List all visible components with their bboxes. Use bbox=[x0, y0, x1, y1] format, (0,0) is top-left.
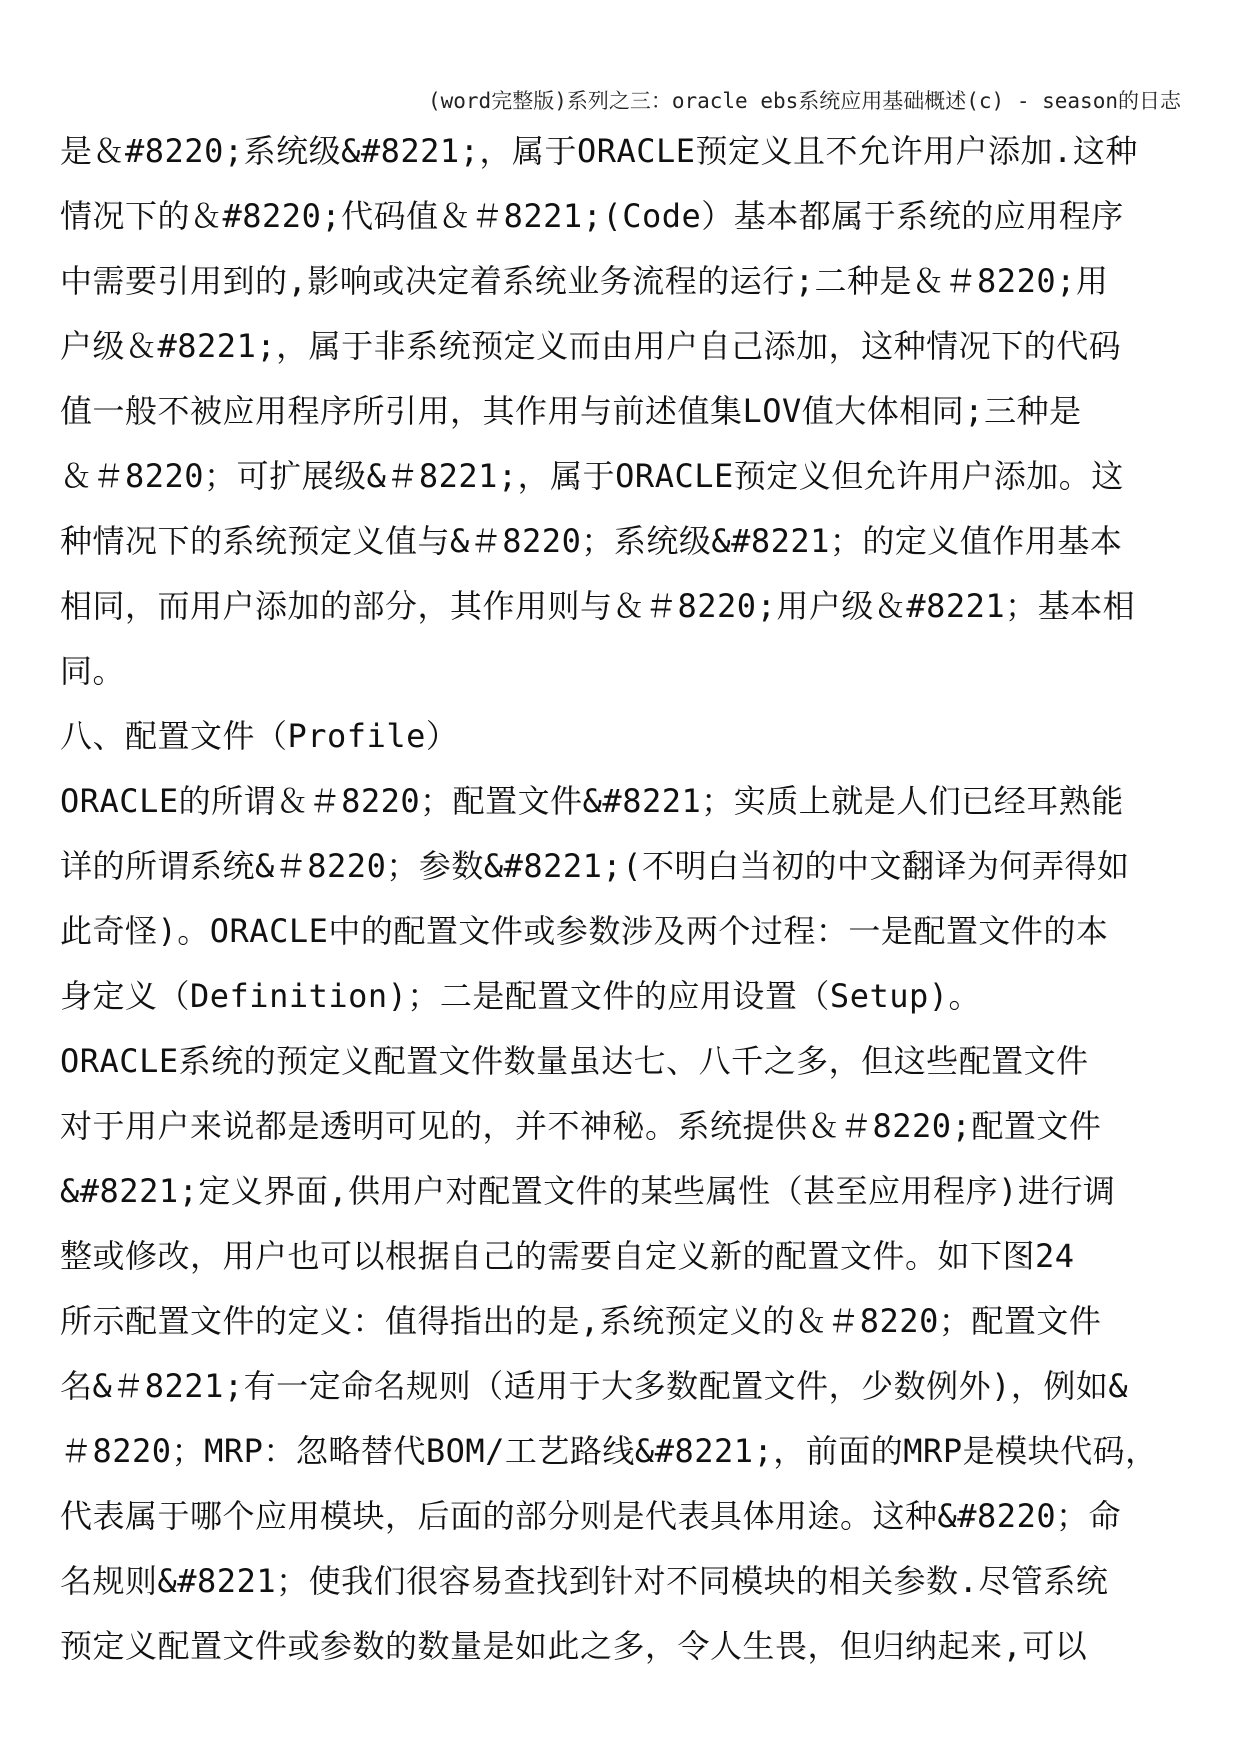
text-line: 值一般不被应用程序所引用，其作用与前述值集LOV值大体相同;三种是 bbox=[60, 392, 1082, 430]
text-line: 对于用户来说都是透明可见的，并不神秘。系统提供＆＃8220;配置文件 bbox=[60, 1107, 1102, 1145]
text-line: 名&＃8221;有一定命名规则（适用于大多数配置文件，少数例外)，例如& bbox=[60, 1367, 1129, 1405]
text-line: 种情况下的系统预定义值与&＃8220；系统级&#8221；的定义值作用基本 bbox=[60, 522, 1123, 560]
text-line: 是＆#8220;系统级&#8221;，属于ORACLE预定义且不允许用户添加.这种 bbox=[60, 132, 1138, 170]
text-line: 名规则&#8221；使我们很容易查找到针对不同模块的相关参数.尽管系统 bbox=[60, 1562, 1109, 1600]
text-line: 身定义（Definition)；二是配置文件的应用设置（Setup)。 bbox=[60, 977, 982, 1015]
body-text bbox=[60, 119, 1180, 1679]
text-line: 代表属于哪个应用模块，后面的部分则是代表具体用途。这种&#8220；命 bbox=[60, 1497, 1122, 1535]
running-header: (word完整版)系列之三：oracle ebs系统应用基础概述(c) - season的日志 bbox=[427, 89, 1181, 113]
text-line: 所示配置文件的定义：值得指出的是,系统预定义的＆＃8220；配置文件 bbox=[60, 1302, 1102, 1340]
text-line: 预定义配置文件或参数的数量是如此之多，令人生畏，但归纳起来,可以 bbox=[60, 1627, 1088, 1665]
text-line: &#8221;定义界面,供用户对配置文件的某些属性（甚至应用程序)进行调 bbox=[60, 1172, 1116, 1210]
text-line: 户级＆#8221;，属于非系统预定义而由用户自己添加，这种情况下的代码 bbox=[60, 327, 1122, 365]
text-line: 中需要引用到的,影响或决定着系统业务流程的运行;二种是＆＃8220;用 bbox=[60, 262, 1109, 300]
text-line: 此奇怪)。ORACLE中的配置文件或参数涉及两个过程：一是配置文件的本 bbox=[60, 912, 1109, 950]
text-line: 整或修改，用户也可以根据自己的需要自定义新的配置文件。如下图24 bbox=[60, 1237, 1075, 1275]
text-line: ORACLE系统的预定义配置文件数量虽达七、八千之多，但这些配置文件 bbox=[60, 1042, 1089, 1080]
text-line: 情况下的＆#8220;代码值＆＃8221;(Code）基本都属于系统的应用程序 bbox=[60, 197, 1124, 235]
text-line: 相同，而用户添加的部分，其作用则与＆＃8220;用户级＆#8221；基本相 bbox=[60, 587, 1136, 625]
text-line: ＃8220；MRP：忽略替代BOM/工艺路线&#8221;，前面的MRP是模块代码， bbox=[60, 1432, 1158, 1470]
section-heading: 八、配置文件（Profile） bbox=[60, 717, 459, 755]
text-line: ORACLE的所谓＆＃8220；配置文件&#8221；实质上就是人们已经耳熟能 bbox=[60, 782, 1124, 820]
text-line: ＆＃8220；可扩展级&＃8221;，属于ORACLE预定义但允许用户添加。这 bbox=[60, 457, 1124, 495]
text-line: 同。 bbox=[60, 652, 126, 690]
text-line: 详的所谓系统&＃8220；参数&#8221;(不明白当初的中文翻译为何弄得如 bbox=[60, 847, 1130, 885]
